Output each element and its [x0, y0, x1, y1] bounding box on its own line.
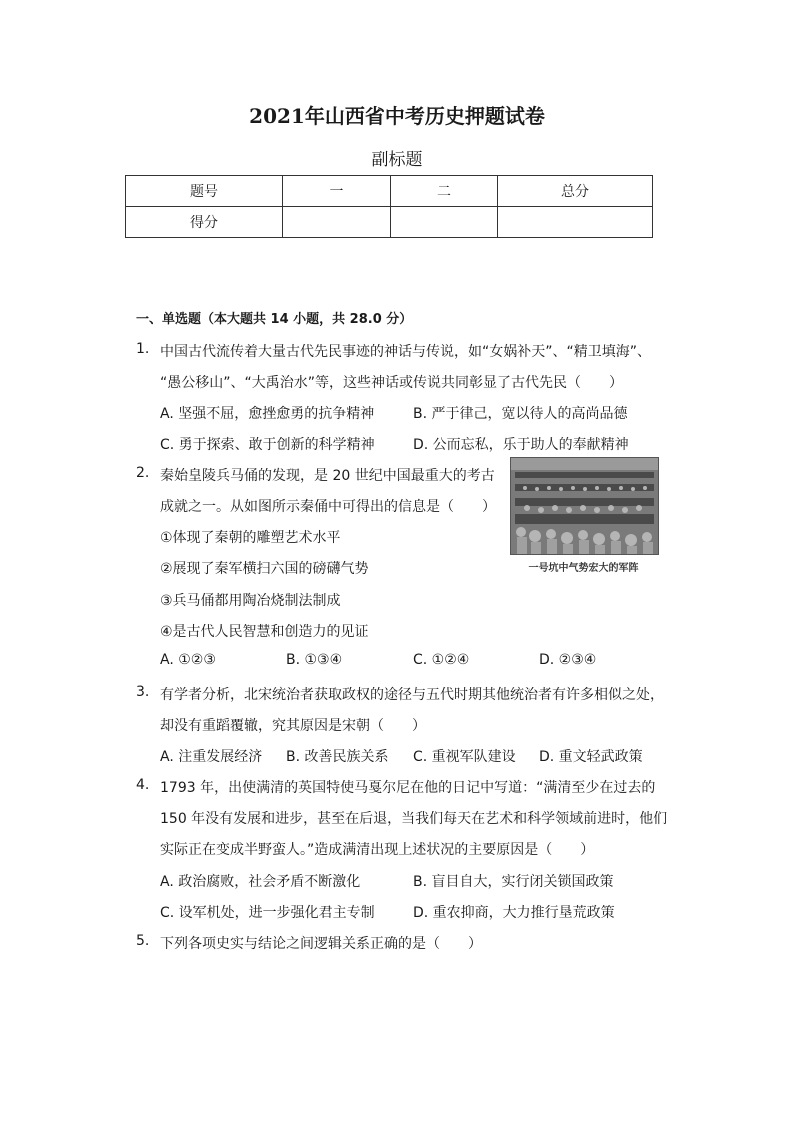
question-text-line: 实际正在变成半野蛮人。”造成满清出现上述状况的主要原因是（ ） — [160, 842, 595, 858]
option-d: D. ②③④ — [539, 652, 597, 668]
score-header-cell: 题号 — [126, 176, 283, 207]
question-text-line: 秦始皇陵兵马俑的发现，是 20 世纪中国最重大的考古 — [160, 468, 495, 484]
question-number: 5. — [136, 933, 150, 949]
option-d: D. 重文轻武政策 — [539, 749, 643, 765]
statement-4: ④是古代人民智慧和创造力的见证 — [160, 624, 369, 640]
question-text-line: 150 年没有发展和进步，甚至在后退，当我们每天在艺术和科学领域前进时，他们 — [160, 811, 668, 827]
statement-1: ①体现了秦朝的雕塑艺术水平 — [160, 530, 341, 546]
option-b: B. ①③④ — [286, 652, 343, 668]
statement-3: ③兵马俑都用陶冶烧制法制成 — [160, 593, 341, 609]
question-number: 3. — [136, 684, 150, 700]
question-text-line: 成就之一。从如图所示秦俑中可得出的信息是（ ） — [160, 499, 496, 515]
option-c: C. 设军机处，进一步强化君主专制 — [160, 905, 375, 921]
option-b: B. 盲目自大，实行闭关锁国政策 — [413, 874, 614, 890]
option-a: A. 注重发展经济 — [160, 749, 263, 765]
exam-subtitle: 副标题 — [371, 150, 423, 170]
option-b: B. 改善民族关系 — [286, 749, 389, 765]
statement-2: ②展现了秦军横扫六国的磅礴气势 — [160, 561, 369, 577]
score-table-row — [126, 207, 653, 238]
option-c: C. 重视军队建设 — [413, 749, 516, 765]
exam-title: 2021年山西省中考历史押题试卷 — [249, 104, 545, 128]
score-cell — [498, 207, 653, 238]
question-text-line: 却没有重蹈覆辙，究其原因是宋朝（ ） — [160, 718, 426, 734]
question-text-line: 下列各项史实与结论之间逻辑关系正确的是（ ） — [160, 936, 482, 952]
question-text-line: 1793 年，出使满清的英国特使马戛尔尼在他的日记中写道：“满清至少在过去的 — [160, 780, 656, 796]
option-d: D. 重农抑商，大力推行垦荒政策 — [413, 905, 615, 921]
score-cell — [391, 207, 498, 238]
question-number: 1. — [136, 341, 150, 357]
question-text-line: 中国古代流传着大量古代先民事迹的神话与传说，如“女娲补天”、“精卫填海”、 — [160, 344, 652, 360]
question-text-line: “愚公移山”、“大禹治水”等，这些神话或传说共同彰显了古代先民（ ） — [160, 375, 624, 391]
score-table — [125, 175, 653, 238]
option-a: A. 政治腐败，社会矛盾不断激化 — [160, 874, 361, 890]
option-a: A. 坚强不屈，愈挫愈勇的抗争精神 — [160, 406, 375, 422]
option-c: C. 勇于探索、敢于创新的科学精神 — [160, 437, 375, 453]
score-header-cell: 二 — [391, 176, 498, 207]
score-header-cell: 一 — [283, 176, 391, 207]
question-number: 4. — [136, 777, 150, 793]
terracotta-army-photo — [510, 457, 659, 555]
section-heading: 一、单选题（本大题共 14 小题，共 28.0 分） — [136, 312, 413, 327]
score-table-header-row — [126, 176, 653, 207]
option-a: A. ①②③ — [160, 652, 216, 668]
question-number: 2. — [136, 465, 150, 481]
option-d: D. 公而忘私，乐于助人的奉献精神 — [413, 437, 629, 453]
score-header-cell: 总分 — [498, 176, 653, 207]
score-cell — [283, 207, 391, 238]
score-row-label: 得分 — [126, 207, 283, 238]
photo-caption: 一号坑中气势宏大的军阵 — [528, 563, 639, 574]
question-text-line: 有学者分析，北宋统治者获取政权的途径与五代时期其他统治者有许多相似之处， — [160, 687, 664, 703]
option-b: B. 严于律己，宽以待人的高尚品德 — [413, 406, 628, 422]
option-c: C. ①②④ — [413, 652, 470, 668]
